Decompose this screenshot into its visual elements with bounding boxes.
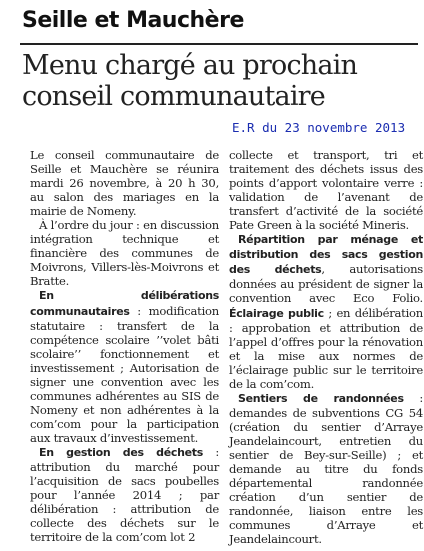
paragraph-text: , autorisations données au président de signer la convention avec Eco Folio.: [229, 262, 423, 306]
paragraph-text: : attribution du marché pour l’acquisition de sacs poubelles pour l’année 2014 ; par délibération : attribution de collecte des déchets sur le territoire de la com’com lot 2: [30, 444, 219, 545]
paragraph-text: ; en délibération : approbation et attribution de l’appel d’offres pour la rénovation et la mise aux normes de l’éclairage public sur le territoire de la com’com.: [229, 305, 423, 391]
source-annotation: E.R du 23 novembre 2013: [232, 120, 406, 135]
paragraph: Le conseil communautaire de Seille et Mauchère se réunira mardi 26 novembre, à 20 h 30, au salon des mariages en la mairie de Nomeny.: [30, 148, 219, 219]
section-label: Répartition par ménage et distribution des sacs gestion des déchets: [229, 233, 423, 277]
paragraph: [30, 445, 219, 544]
section-label: Éclairage public: [229, 306, 324, 320]
section-kicker: Seille et Mauchère: [22, 8, 244, 33]
paragraph: [30, 288, 219, 445]
paragraph-text: : modification statutaire : transfert de la compétence scolaire ’’volet bâti scolaire’’ fonctionnement et investissement ; Autorisation de signer une convention avec les communes adhérentes au SIS de Nomeny et non adhérentes à la com’com pour la participation aux travaux d’investissement.: [30, 303, 219, 445]
paragraph: [229, 391, 423, 547]
kicker-divider: [20, 43, 418, 45]
paragraph: collecte et transport, tri et traitement des déchets issus des points d’apport volontaire verre : validation de l’avenant de transfert d’activité de la société Pate Green à la société Mineris.: [229, 148, 423, 233]
paragraph: À l’ordre du jour : en discussion intégration technique et financière des communes de Moivrons, Villers-lès-Moivrons et Bratte.: [30, 218, 219, 289]
paragraph-text: : demandes de subventions CG 54 (création du sentier d’Arraye Jeandelaincourt, entretien du sentier de Bey-sur-Seille) ; et demande au titre du fonds départemental randonnée création d’un sentier de randonnée, liaison entre les communes d’Arraye et Jeandelaincourt.: [229, 390, 424, 547]
article-column-right: [229, 148, 423, 546]
article-column-left: [30, 148, 219, 544]
section-label: En gestion des déchets: [39, 445, 204, 459]
paragraph: [229, 232, 423, 391]
section-label: Sentiers de randonnées: [238, 391, 404, 405]
section-label: En délibérations communautaires: [30, 289, 219, 318]
article-headline: Menu chargé au prochain conseil communautaire: [22, 50, 358, 112]
